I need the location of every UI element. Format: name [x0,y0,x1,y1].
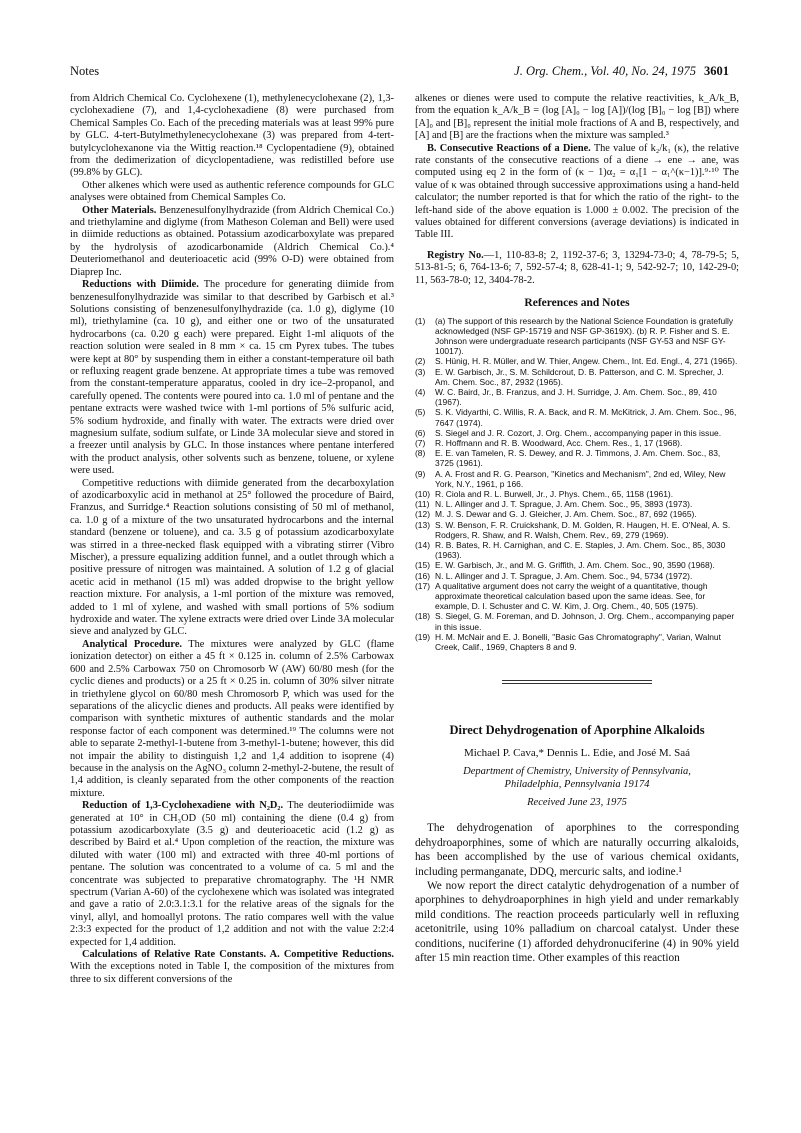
affiliation-line: Philadelphia, Pennsylvania 19174 [504,779,650,791]
reference-number: (12) [415,509,431,520]
reference-text: (a) The support of this research by the National Science Foundation is gratefully acknowledged (NSF GP-15719 and NSF GP-3619X). (b) R. P. Fisher and S. E. Johnson were undergraduate research participants (NSF GY-53 and NSF GY-10017). [435,315,734,357]
reference-text: R. B. Bates, R. H. Carnighan, and C. E. Staples, J. Am. Chem. Soc., 85, 3030 (1963). [435,539,726,561]
paragraph: from Aldrich Chemical Co. Cyclohexene (1), methylenecyclohexane (2), 1,3-cyclohexadiene (7), and 1,4-cyclohexadiene (8) were purchased from Chemical Samples Co. Each of the preceding materials was at least 99% pure by GLC. 4-tert-Butylmethylenecyclohexane (3) was prepared from 4-tert-butylcyclohexanone via the Wittig reaction.¹⁸ Cyclopentadiene (9), obtained from the dedimerization of dicyclopentadiene, was redistilled before use (99.8% by GLC). [70,93,394,179]
reference-text: R. Hoffmann and R. B. Woodward, Acc. Chem. Res., 1, 17 (1968). [435,437,683,448]
reference-text: M. J. S. Dewar and G. J. Gleicher, J. Am. Chem. Soc., 87, 692 (1965). [435,509,697,520]
reference-number: (14) [415,539,431,550]
received-date: Received June 23, 1975 [527,797,627,809]
reference-item [415,571,739,581]
reference-number: (7) [415,437,426,448]
registry-paragraph [415,250,739,287]
registry-heading: Registry No. [427,249,484,261]
reference-number: (13) [415,519,431,530]
section-heading: Analytical Procedure. [82,638,182,650]
reference-number: (16) [415,570,431,581]
journal-citation: J. Org. Chem., Vol. 40, No. 24, 1975 [514,64,696,78]
reference-text: E. W. Garbisch, Jr., and M. G. Griffith, J. Am. Chem. Soc., 90, 3590 (1968). [435,560,715,571]
paragraph-text: The procedure for generating diimide from benzenesulfonylhydrazide was similar to that described by Garbisch et al.³ Solutions consisting of benzenesulfonylhydrazide (ca. 1.0 g), diglyme (10 ml), triethylamine (ca. 10 g), and either one or two of the unsaturated hydrocarbons (ca. 0.20 g each) were prepared. Eight 1-ml aliquots of the reaction solution were sealed in 8 mm × ca. 15 cm Pyrex tubes. The tubes were kept at 80° by suspending them in either a constant-temperature oil bath or refluxing reagent grade benzene. At appropriate times a tube was removed from the constant-temperature apparatus, cooled in dry ice–2-propanol, and carefully opened. The contents were poured into ca. 1.0 ml of pentane and the pentane extracts were washed twice with 1-ml portions of 5% sulfuric acid, 5% sodium hydroxide, and finally with water. The extracts were dried over magnesium sulfate, sodium sulfate, or Linde 3A molecular sieve and stored in a freezer until analysis by GLC. In those instances where pentane interfered with the product analysis, other solvents such as benzene, toluene, or xylene were used. [70,279,395,477]
section-heading: Other Materials. [82,204,157,216]
reference-item [415,407,739,427]
reference-item [415,581,739,612]
reference-text: E. E. van Tamelen, R. S. Dewey, and R. J. Timmons, J. Am. Chem. Soc., 83, 3725 (1961). [435,448,721,469]
affiliation-line: Department of Chemistry, University of Pennsylvania, [463,766,691,778]
reference-item [415,611,739,631]
reference-text: A. A. Frost and R. G. Pearson, "Kinetics and Mechanism", 2nd ed, Wiley, New York, N.Y., 1961, p 166. [435,468,726,489]
paragraph: Competitive reductions with diimide generated from the decarboxylation of azodicarboxylic acid in methanol at 25° followed the procedure of Baird, Franzus, and Surridge.⁴ Reaction solutions consisting of 50 ml of methanol, ca. 1.0 g of a mixture of the two unsaturated hydrocarbons and the internal standard (benzene or toluene), and ca. 3.5 g of potassium azodicarboxylate was stirred in a three-necked flask equipped with a vibrating stirrer (Vibro Mischer), a pressure equalizing addition funnel, and a outlet through which a positive pressure of nitrogen was maintained. A solution of 1.2 g of glacial acetic acid in methanol (15 ml) was added dropwise to the bright yellow reaction mixture. For analysis, a 1-ml portion of the mixture was removed, added to 1 ml of xylene, and washed with small portions of 5% sodium hydroxide and water. The xylene extracts were dried over Linde 3A molecular sieve and analyzed by GLC. [70,477,394,638]
right-column [415,93,739,965]
article-authors: Michael P. Cava,* Dennis L. Edie, and José M. Saá [463,746,691,759]
reference-number: (9) [415,468,426,479]
reference-number: (2) [415,356,426,367]
paragraph [70,949,394,986]
divider-rule [502,680,652,681]
reference-text: E. W. Garbisch, Jr., S. M. Schildcrout, D. B. Patterson, and C. M. Sprecher, J. Am. Chem. Soc., 87, 2932 (1965). [435,366,724,387]
reference-item [415,540,739,560]
reference-item [415,499,739,509]
left-column [70,93,394,986]
reference-number: (5) [415,407,426,418]
reference-text: A qualitative argument does not carry the weight of a quantitative, though approximate theoretical calculation based upon the same ideas. See, for example, D. I. Schuster and C. W. Kim, J. Org. Chem., 40, 505 (1975). [435,580,708,612]
reference-text: W. C. Baird, Jr., B. Franzus, and J. H. Surridge, J. Am. Chem. Soc., 89, 410 (1967). [435,386,717,408]
paragraph [70,639,394,800]
paragraph-text: The value of k₂/k₁ (κ), the relative rate constants of the consecutive reactions of a diene → ene → ane, was computed using eq 2 in the form of (κ − 1)α₂ = α₁[1 − α₁^(κ−1)].⁹·¹⁰ The value of κ was obtained through successive approximations using a hand-held calculator; the number reported is that for which the ratio of the right- to the left-hand side of the above equation is 1.000 ± 0.002. The precision of the values obtained for different conversions (average deviations) is indicated in Table III. [415,142,739,241]
reference-text: S. W. Benson, F. R. Cruickshank, D. M. Golden, R. Haugen, H. E. O'Neal, A. S. Rodgers, R. Shaw, and R. Walsh, Chem. Rev., 69, 279 (1969). [435,519,731,540]
reference-item [415,448,739,468]
section-heading: B. Consecutive Reactions of a Diene. [427,142,591,154]
paragraph-text: The deuteriodiimide was generated at 10° in CH₃OD (50 ml) containing the diene (0.4 g) from potassium azodicarboxylate (3.5 g) and deuterioacetic acid (1.2 g) as described by Baird et al.⁴ Upon completion of the reaction, the mixture was diluted with water (100 ml) and extracted with three 40-ml portions of pentane. The solution was concentrated to a volume of ca. 5 ml and the concentrate was subjected to preparative chromatography. The ¹H NMR spectrum (Varian A-60) of the cyclohexene which was isolated was integrated and gave a ratio of 2.0:3.1:3.1 for the relative areas of the signals for the vinyl, allyl, and homoallyl protons. The ratio compares well with the value 2:3:3 expected for the product of 1,2 addition and not with the value 2:2:4 expected for 1,4 addition. [70,800,394,948]
reference-number: (1) [415,315,426,326]
reference-number: (19) [415,631,431,642]
reference-text: S. Siegel, G. M. Foreman, and D. Johnson, J. Org. Chem., accompanying paper in this issue. [435,611,735,632]
paragraph [70,279,394,478]
running-header-section: Notes [70,64,100,78]
paragraph [70,800,394,949]
reference-item [415,367,739,387]
reference-item [415,509,739,519]
paragraph-text: Benzenesulfonylhydrazide (from Aldrich Chemical Co.) and triethylamine and diglyme (from Matheson Coleman and Bell) were used in diimide reductions as obtained. Potassium azodicarboxylate was prepared by the hydrolysis of azodicarbonamide (Aldrich Chemical Co.).⁴ Deuteriomethanol and deuterioacetic acid (99% O-D) were obtained from Diaprep Inc. [70,204,394,278]
reference-number: (18) [415,611,431,622]
divider-rule [502,683,652,684]
reference-number: (3) [415,366,426,377]
reference-number: (10) [415,488,431,499]
reference-text: R. Ciola and R. L. Burwell, Jr., J. Phys. Chem., 65, 1158 (1961). [435,488,674,499]
reference-number: (15) [415,560,431,571]
references-heading: References and Notes [524,297,630,310]
section-heading: Calculations of Relative Rate Constants. A. Competitive Reductions. [82,949,394,961]
paragraph-text: The mixtures were analyzed by GLC (flame ionization detector) on either a 45 ft × 0.125 in. column of 2.5% Carbowax 600 and 2.5% Carbowax 750 on Chromosorb W (AW) 60/80 mesh (for the cyclic dienes and products) or a 25 ft × 0.25 in. column of 30% silver nitrate in triethylene glycol on 60/80 mesh Chromosorb P, which was used for the separations of the alicyclic dienes and products. All peaks were identified by comparison with synthetic mixtures of authentic standards and the molar response factor of each component was determined.¹⁹ The columns were not able to separate 2-methyl-1-butene from 3-methyl-1-butene; however, this did not impair the ability to distinguish 1,2 and 1,4 addition to isoprene (4) because in the analysis on the AgNO₃ column 2-methyl-2-butene, the result of 1,4 addition, is cleanly separated from the other components of the reaction mixture. [70,638,394,799]
reference-item [415,438,739,448]
reference-text: S. Siegel and J. R. Cozort, J. Org. Chem., accompanying paper in this issue. [435,427,722,438]
reference-item [415,428,739,438]
paragraph [415,143,739,242]
reference-number: (6) [415,427,426,438]
reference-item [415,489,739,499]
reference-text: N. L. Allinger and J. T. Sprague, J. Am. Chem. Soc., 94, 5734 (1972). [435,570,693,581]
reference-number: (17) [415,580,431,591]
section-heading: Reduction of 1,3-Cyclohexadiene with N₂D₂. [82,800,284,812]
section-heading: Reductions with Diimide. [82,279,199,291]
reference-number: (8) [415,448,426,459]
reference-text: H. M. McNair and E. J. Bonelli, "Basic Gas Chromatography", Varian, Walnut Creek, Calif., 1969, Chapters 8 and 9. [435,631,721,652]
reference-item [415,520,739,540]
article-title: Direct Dehydrogenation of Aporphine Alkaloids [449,723,705,738]
paragraph: Other alkenes which were used as authentic reference compounds for GLC analyses were obtained from Chemical Samples Co. [70,179,394,204]
paragraph: We now report the direct catalytic dehydrogenation of a number of aporphines to dehydroaporphines in high yield and under remarkably mild conditions. The reaction proceeds particularly well in refluxing acetonitrile, using 10% palladium on charcoal catalyst. Under these conditions, nuciferine (1) afforded dehydronuciferine (4) in 90% yield after 15 min reaction time. Other examples of this reaction [415,880,739,965]
paragraph-text: With the exceptions noted in Table I, the composition of the mixtures from three to six different conversions of the [70,961,394,985]
reference-item [415,316,739,357]
article-body [415,821,739,965]
reference-number: (11) [415,499,430,510]
reference-item [415,356,739,366]
paragraph [70,205,394,279]
reference-item [415,469,739,489]
reference-item [415,632,739,652]
reference-number: (4) [415,386,426,397]
reference-item [415,387,739,407]
registry-text: —1, 110-83-8; 2, 1192-37-6; 3, 13294-73-0; 4, 78-79-5; 5, 513-81-5; 6, 764-13-6; 7, 592-57-4; 8, 628-41-1; 9, 542-92-7; 10, 142-29-0; 11, 563-78-0; 12, 3404-78-2. [415,249,740,286]
running-header-journal [514,64,729,79]
paragraph: alkenes or dienes were used to compute the relative reactivities, k_A/k_B, from the equation k_A/k_B = (log [A]₀ − log [A])/(log [B]₀ − log [B]) where [A]₀ and [B]₀ represent the initial mole fractions of A and B, respectively, and [A] and [B] are the fractions when the mixture was sampled.³ [415,93,739,142]
reference-text: N. L. Allinger and J. T. Sprague, J. Am. Chem. Soc., 95, 3893 (1973). [435,499,693,510]
references-list [415,316,739,653]
reference-item [415,560,739,570]
reference-text: S. Hünig, H. R. Müller, and W. Thier, Angew. Chem., Int. Ed. Engl., 4, 271 (1965). [435,356,738,367]
page-number: 3601 [704,64,729,78]
reference-text: S. K. Vidyarthi, C. Willis, R. A. Back, and R. M. McKitrick, J. Am. Chem. Soc., 96, 7647 (1974). [435,407,737,428]
paragraph: The dehydrogenation of aporphines to the corresponding dehydroaporphines, some of which are naturally occurring alkaloids, has been accomplished by the use of various chemical oxidants, including permanganate, DDQ, mercuric salts, and iodine.¹ [415,822,739,878]
